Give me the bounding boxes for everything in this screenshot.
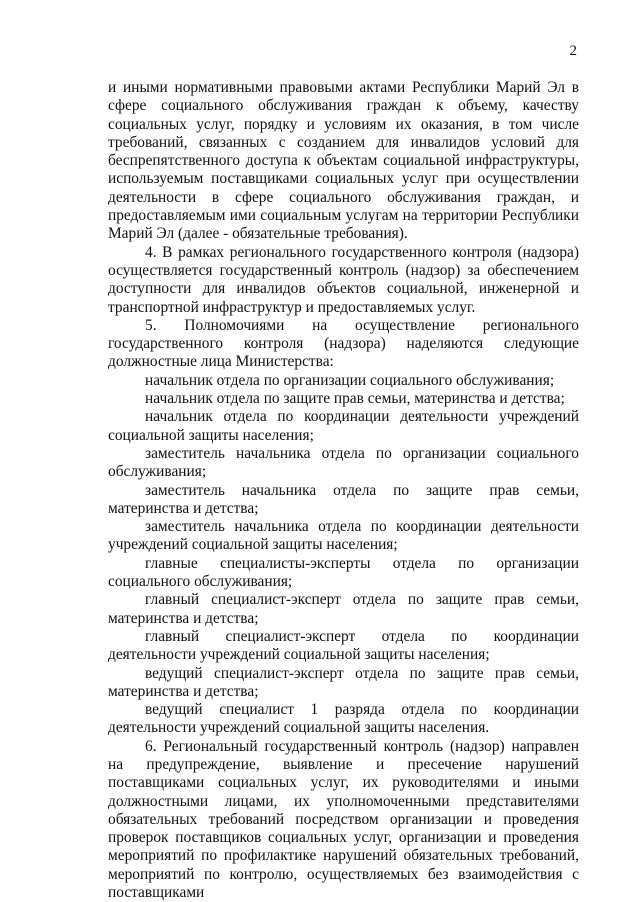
document-body [108, 79, 579, 902]
official-list-item: заместитель начальника отдела по организации социального обслуживания; [108, 444, 579, 481]
official-list-item: заместитель начальника отдела по координации деятельности учреждений социальной защиты населения; [108, 518, 579, 554]
paragraph-item-4: 4. В рамках регионального государственного контроля (надзора) осуществляется государственный контроль (надзор) за обеспечением доступности для инвалидов объектов социальной, инженерной и транспортной инфраструктур и предоставляемых услуг. [108, 243, 579, 316]
paragraph-item-6: 6. Региональный государственный контроль (надзор) направлен на предупреждение, выявление и пресечение нарушений поставщиками социальных услуг, их руководителями и иными должностными лицами, их уполномоченными представителями обязательных требований посредством организации и проведения проверок поставщиков социальных услуг, организации и проведения мероприятий по профилактике нарушений обязательных требований, мероприятий по контролю, осуществляемых без взаимодействия с поставщиками [108, 737, 579, 902]
official-list-item: главный специалист-эксперт отдела по координации деятельности учреждений социальной защиты населения; [108, 627, 579, 664]
official-list-item: ведущий специалист-эксперт отдела по защите прав семьи, материнства и детства; [108, 664, 579, 700]
official-list-item: ведущий специалист 1 разряда отдела по координации деятельности учреждений социальной защиты населения. [108, 701, 579, 737]
official-list-item: заместитель начальника отдела по защите прав семьи, материнства и детства; [108, 481, 579, 517]
paragraph-item-5: 5. Полномочиями на осуществление регионального государственного контроля (надзора) наделяются следующие должностные лица Министерства: [108, 316, 579, 371]
page-number: 2 [569, 43, 577, 59]
official-list-item: главные специалисты-эксперты отдела по организации социального обслуживания; [108, 554, 579, 591]
official-list-item: начальник отдела по координации деятельности учреждений социальной защиты населения; [108, 408, 579, 444]
official-list-item: главный специалист-эксперт отдела по защите прав семьи, материнства и детства; [108, 591, 579, 627]
official-list-item: начальник отдела по организации социального обслуживания; [145, 371, 555, 389]
official-list-item: начальник отдела по защите прав семьи, материнства и детства; [145, 390, 565, 408]
paragraph-continuation: и иными нормативными правовыми актами Республики Марий Эл в сфере социального обслуживания граждан к объему, качеству социальных услуг, порядку и условиям их оказания, в том числе требований, связанных с созданием для инвалидов условий для беспрепятственного доступа к объектам социальной инфраструктуры, используемым поставщиками социальных услуг при осуществлении деятельности в сфере социального обслуживания граждан, и предоставляемым ими социальным услугам на территории Республики Марий Эл (далее - обязательные требования). [108, 79, 579, 243]
